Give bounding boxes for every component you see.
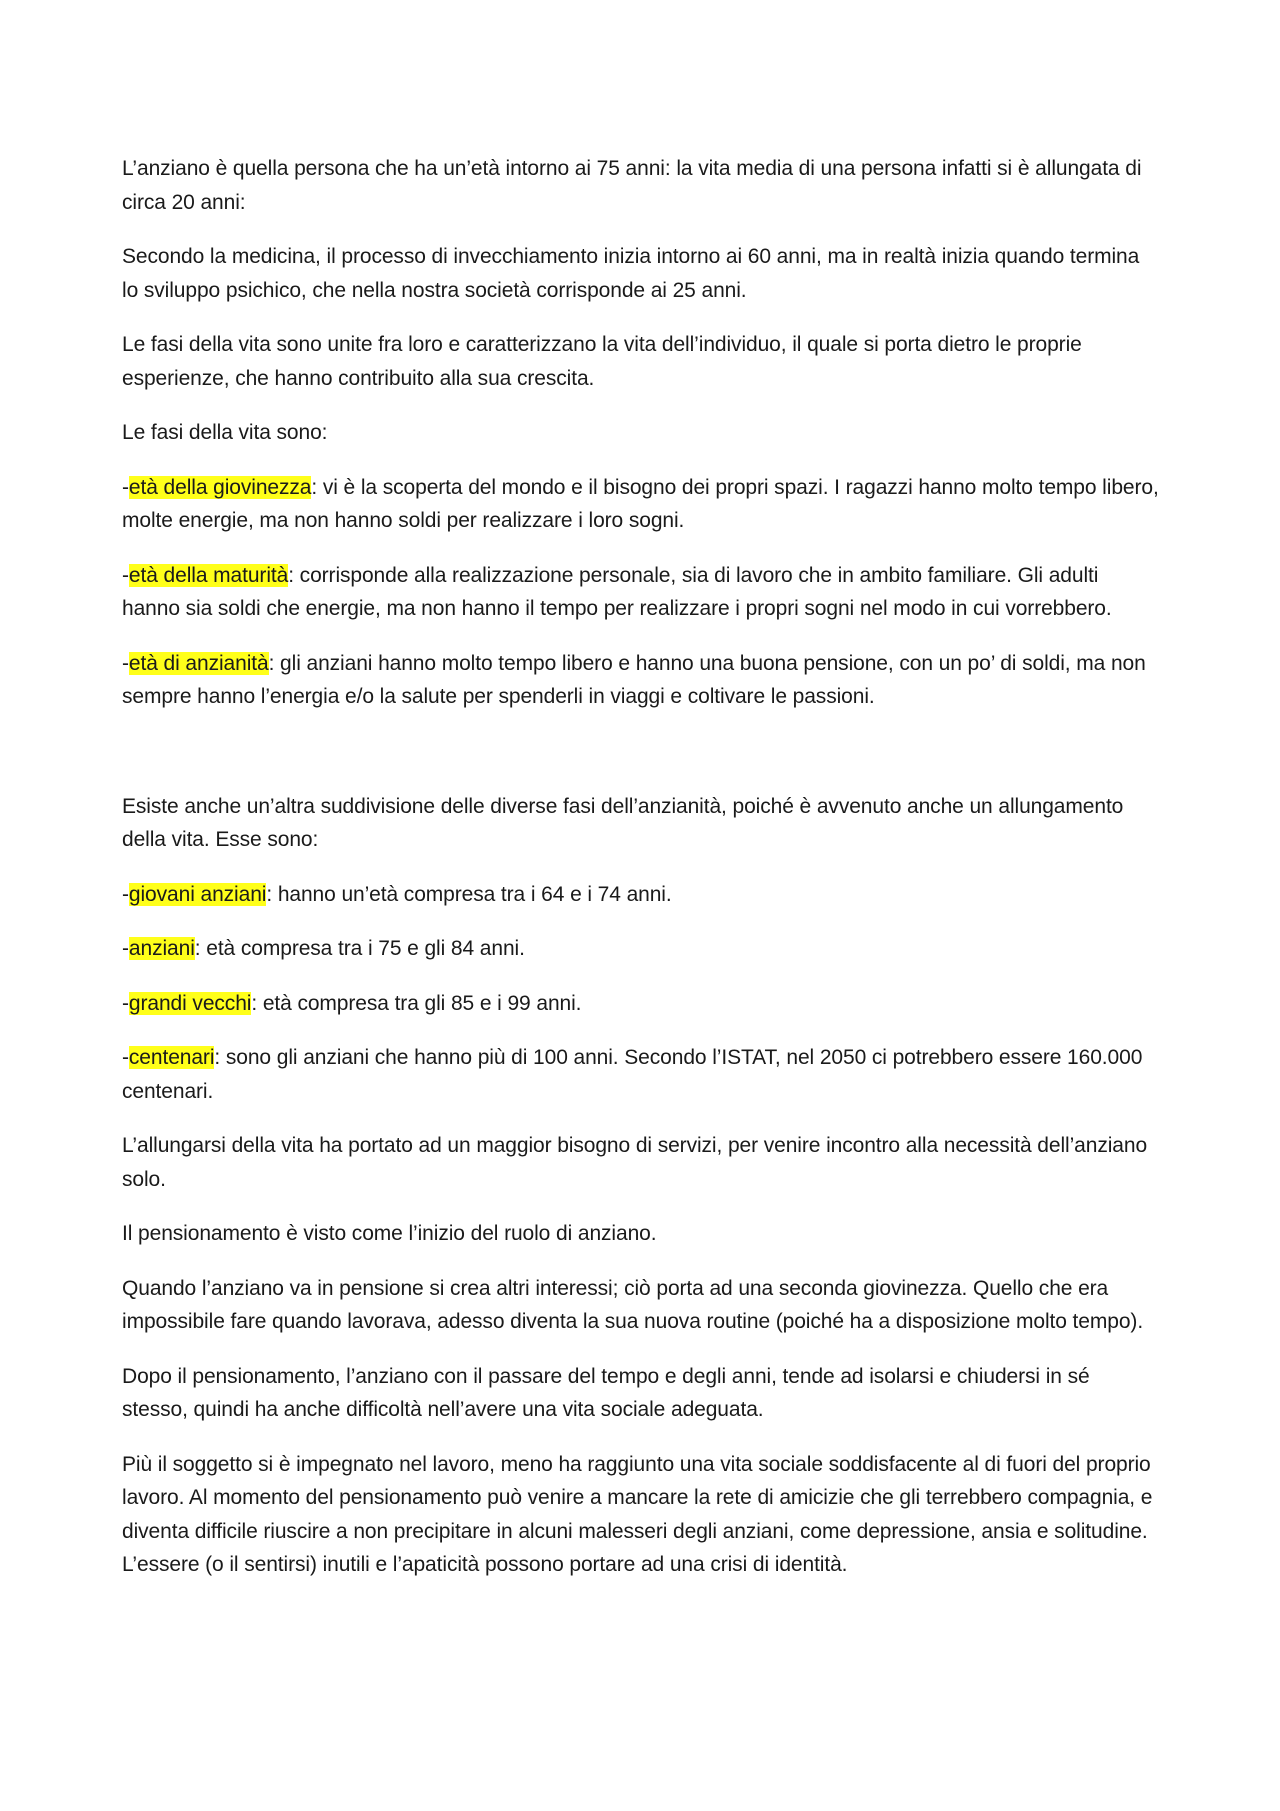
- highlighted-term: centenari: [128, 1046, 215, 1069]
- paragraph-phases-heading: Le fasi della vita sono:: [122, 421, 328, 444]
- age-group-young-elderly: [122, 878, 1160, 912]
- item-dash: -: [122, 563, 129, 587]
- paragraph-identity-crisis: Più il soggetto si è impegnato nel lavoro, meno ha raggiunto una vita sociale soddisfacente al di fuori del proprio lavoro. Al momento del pensionamento può venire a mancare la rete di amicizie che gli terrebbero compagnia, e diventa difficile riuscire a non precipitare in alcuni malesseri degli anziani, come depressione, ansia e solitudine. L’essere (o il sentirsi) inutili e l’apaticità possono portare ad una crisi di identità.: [122, 1452, 1153, 1576]
- paragraph-retirement: Il pensionamento è visto come l’inizio del ruolo di anziano.: [122, 1222, 657, 1245]
- paragraph-subdivision: Esiste anche un’altra suddivisione delle diverse fasi dell’anzianità, poiché è avvenuto anche un allungamento della vita. Esse sono:: [122, 794, 1124, 851]
- paragraph-services: L’allungarsi della vita ha portato ad un maggior bisogno di servizi, per venire incontro alla necessità dell’anziano solo.: [122, 1134, 1148, 1191]
- item-text: : hanno un’età compresa tra i 64 e i 74 anni.: [266, 882, 672, 906]
- item-dash: -: [122, 651, 129, 675]
- highlighted-term: età della giovinezza: [128, 475, 312, 499]
- paragraph-isolation: Dopo il pensionamento, l’anziano con il passare del tempo e degli anni, tende ad isolarsi e chiudersi in sé stesso, quindi ha anche difficoltà nell’avere una vita sociale adeguata.: [122, 1364, 1090, 1421]
- item-text: : sono gli anziani che hanno più di 100 anni. Secondo l’ISTAT, nel 2050 ci potrebbero essere 160.000 centenari.: [122, 1046, 1143, 1103]
- age-group-elderly: [122, 932, 1160, 966]
- item-dash: -: [122, 937, 129, 960]
- highlighted-term: età di anzianità: [128, 651, 269, 675]
- age-group-very-old: [122, 987, 1160, 1021]
- phase-item-youth: [122, 471, 1160, 538]
- paragraph-second-youth: Quando l’anziano va in pensione si crea altri interessi; ciò porta ad una seconda giovinezza. Quello che era impossibile fare quando lavorava, adesso diventa la sua nuova routine (poiché ha a disposizione molto tempo).: [122, 1276, 1144, 1333]
- highlighted-term: anziani: [128, 937, 195, 960]
- phase-item-old-age: [122, 647, 1160, 714]
- item-dash: -: [122, 882, 129, 906]
- item-text: : vi è la scoperta del mondo e il bisogno dei propri spazi. I ragazzi hanno molto tempo libero, molte energie, ma non hanno soldi per realizzare i loro sogni.: [122, 475, 1159, 532]
- item-text: : corrisponde alla realizzazione personale, sia di lavoro che in ambito familiare. Gli adulti hanno sia soldi che energie, ma non hanno il tempo per realizzare i propri sogni nel modo in cui vorrebbero.: [122, 563, 1112, 620]
- paragraph-medicine: Secondo la medicina, il processo di invecchiamento inizia intorno ai 60 anni, ma in realtà inizia quando termina lo sviluppo psichico, che nella nostra società corrisponde ai 25 anni.: [122, 245, 1140, 302]
- item-dash: -: [122, 1046, 129, 1069]
- paragraph-intro: L’anziano è quella persona che ha un’età intorno ai 75 anni: la vita media di una persona infatti si è allungata di circa 20 anni:: [122, 157, 1142, 214]
- highlighted-term: giovani anziani: [128, 882, 267, 906]
- item-dash: -: [122, 991, 129, 1015]
- item-text: : età compresa tra i 75 e gli 84 anni.: [194, 937, 525, 960]
- phase-item-maturity: [122, 559, 1160, 626]
- item-dash: -: [122, 475, 129, 499]
- highlighted-term: età della maturità: [128, 563, 289, 587]
- item-text: : gli anziani hanno molto tempo libero e hanno una buona pensione, con un po’ di soldi, ma non sempre hanno l’energia e/o la salute per spenderli in viaggi e coltivare le passioni.: [122, 651, 1146, 708]
- item-text: : età compresa tra gli 85 e i 99 anni.: [251, 991, 582, 1015]
- highlighted-term: grandi vecchi: [128, 991, 252, 1015]
- paragraph-life-phases: Le fasi della vita sono unite fra loro e caratterizzano la vita dell’individuo, il quale si porta dietro le proprie esperienze, che hanno contribuito alla sua crescita.: [122, 333, 1082, 390]
- age-group-centenarians: [122, 1041, 1160, 1108]
